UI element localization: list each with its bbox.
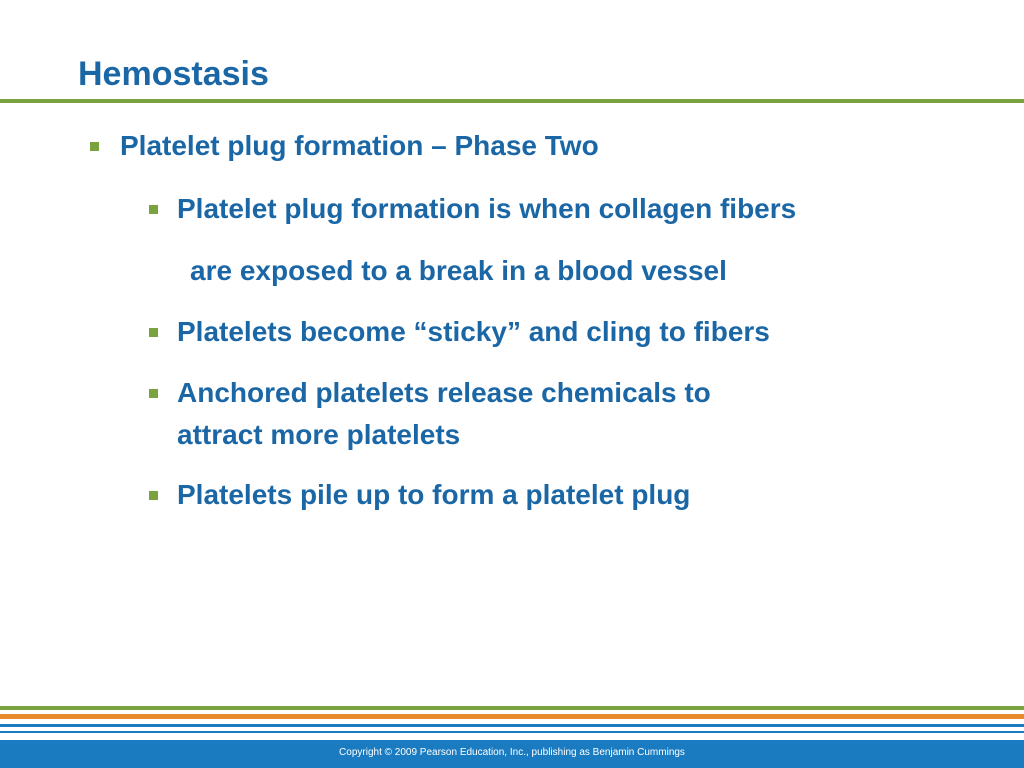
bullet-text: Anchored platelets release chemicals to (177, 377, 711, 408)
bullet-marker-icon (149, 205, 158, 214)
footer-stripe-orange (0, 714, 1024, 719)
footer-stripe-blue-thin (0, 731, 1024, 733)
title-divider (0, 99, 1024, 103)
bullet-continuation: are exposed to a break in a blood vessel (190, 255, 727, 286)
copyright-notice: Copyright © 2009 Pearson Education, Inc., publishing as Benjamin Cummings (339, 747, 685, 758)
bullet-marker-icon (149, 328, 158, 337)
slide-title: Hemostasis (78, 55, 269, 93)
bullet-continuation: attract more platelets (177, 419, 461, 450)
bullet-marker-icon (149, 491, 158, 500)
bullet-text: Platelet plug formation – Phase Two (120, 130, 599, 161)
bullet-marker-icon (90, 142, 99, 151)
bullet-text: Platelets pile up to form a platelet plug (177, 479, 691, 510)
footer-stripe-blue (0, 724, 1024, 727)
footer-stripe-green (0, 706, 1024, 710)
bullet-marker-icon (149, 389, 158, 398)
bullet-text: Platelets become “sticky” and cling to fibers (177, 316, 770, 347)
bullet-text: Platelet plug formation is when collagen fibers (177, 193, 797, 224)
